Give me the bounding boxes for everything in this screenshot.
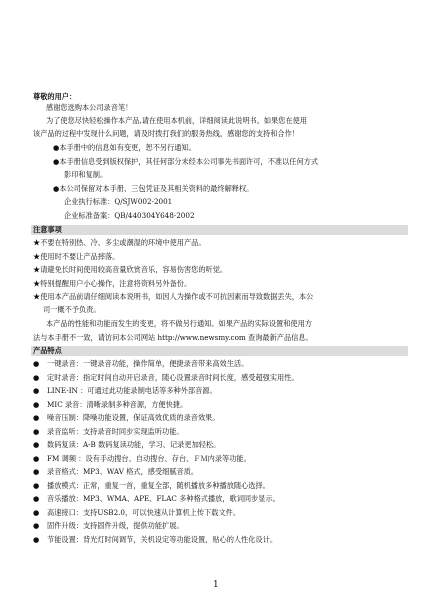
list-item [33, 535, 277, 546]
list-item [33, 508, 240, 519]
bullet-marker: ● [33, 399, 40, 409]
list-item-text: 播放模式：正常，重复一首，重复全部，随机播放多种播放随心选择。 [47, 480, 270, 490]
list-item [33, 454, 251, 465]
intro-paragraph-line-2: 该产品的过程中发现什么问题，请及时拨打我们的服务热线，感谢您的支持和合作！ [33, 129, 299, 138]
bullet-marker: ● [33, 494, 40, 503]
list-item [33, 467, 198, 478]
list-item [33, 252, 119, 263]
closing-paragraph-line-1: 本产品的性能和功能而发生的变更，将不做另行通知。如果产品的实际设置和使用方 [46, 319, 312, 328]
list-item [53, 157, 318, 168]
list-item [53, 184, 253, 195]
list-item-text: 高速接口：支持USB2.0，可以快速从计算机上传下载文件。 [47, 507, 241, 517]
closing-paragraph-line-2: 法与本手册不一致，请访问本公司网站 http://www.newsmy.com 查询最新产品信息。 [33, 333, 313, 342]
list-item [33, 494, 280, 505]
bullet-marker: ● [33, 440, 40, 449]
enterprise-standard: 企业执行标准：Q/SJW002-2001 [64, 197, 173, 206]
bullet-marker: ● [33, 386, 40, 395]
list-item-continuation: 影印和复制。 [64, 170, 108, 179]
list-item [33, 481, 270, 492]
list-item [33, 279, 191, 290]
bullet-marker: ● [53, 157, 60, 166]
star-icon: ★ [33, 265, 41, 274]
list-item [33, 521, 184, 532]
bullet-marker: ● [33, 372, 40, 382]
list-item-continuation: 司一概不予负责。 [43, 305, 101, 314]
star-icon: ★ [33, 279, 41, 288]
bullet-marker: ● [33, 534, 40, 544]
list-item-text: 固件升级：支持固件升级，提供功能扩展。 [47, 521, 184, 530]
section-title-features: 产品特点 [31, 346, 408, 356]
bullet-marker: ● [33, 467, 40, 476]
list-item [33, 440, 220, 451]
list-item-text: MIC 录音：清晰录制多种音源，方便快捷。 [47, 399, 188, 409]
list-item [33, 373, 299, 384]
list-item-text: 录音格式：MP3、WAV 格式，感受细腻音质。 [47, 467, 199, 476]
list-item [33, 427, 184, 438]
list-item-text: 本手册中的信息如有变更，恕不另行通知。 [59, 143, 196, 152]
list-item-text: FM 调频 ：设有手动搜台、自动搜台、存台、ＦＭ内录等功能。 [47, 453, 251, 463]
intro-paragraph-line-1: 为了使您尽快轻松操作本产品,请在使用本机前，详细阅读此说明书。如果您在使用 [46, 116, 308, 125]
list-item-text: 特别提醒用户小心操作，注意将资料另外备份。 [40, 279, 192, 288]
list-item-text: 定时录音：指定时间自动开启录音，随心设置录音时间长度，感受超强实用性。 [47, 372, 299, 382]
list-item [33, 386, 217, 397]
star-icon: ★ [33, 252, 41, 261]
bullet-marker: ● [53, 143, 60, 152]
star-icon: ★ [33, 292, 41, 301]
page-number: 1 [213, 580, 219, 590]
list-item [33, 292, 313, 303]
bullet-marker: ● [33, 480, 40, 490]
list-item-text: 请避免长时间使用较高音量欣赏音乐，容易伤害您的听觉。 [40, 265, 228, 274]
list-item-text: LINE-IN ：可通过此功能录制电话等多种外部音源。 [47, 386, 217, 395]
bullet-marker: ● [33, 521, 40, 530]
standard-record: 企业标准备案：QB/440304Y648-2002 [64, 211, 195, 220]
bullet-marker: ● [33, 453, 40, 463]
list-item-text: 节能设置：背光灯时间调节，关机设定等功能设置，贴心的人性化设计。 [47, 534, 278, 544]
list-item [53, 143, 196, 154]
list-item-text: 一键录音：一键录音功能，操作简单，便捷录音带来高效生活。 [47, 359, 249, 368]
thanks-line: 感谢您选购本公司录音笔！ [46, 103, 133, 112]
star-icon: ★ [33, 238, 41, 247]
bullet-marker: ● [33, 507, 40, 517]
list-item-text: 本手册信息受到版权保护，其任何部分未经本公司事先书面许可，不准以任何方式 [59, 157, 319, 166]
list-item-text: 使用本产品前请仔细阅读本说明书，如因人为操作或不可抗因素而导致数据丢失，本公 [40, 292, 314, 301]
list-item-text: 使用时不要让产品摔落。 [40, 252, 120, 261]
section-title-notes: 注意事项 [31, 225, 408, 235]
bullet-marker: ● [33, 413, 40, 422]
list-item-text: 不要在特别热、冷、多尘或潮湿的环境中使用产品。 [40, 238, 206, 247]
list-item-text: 音乐播放：MP3、WMA、APE、FLAC 多种格式播放，歌词同步显示。 [47, 494, 280, 503]
greeting: 尊敬的用户： [33, 92, 77, 101]
list-item [33, 238, 206, 249]
list-item-text: 录音监听：支持录音时同步实现监听功能。 [47, 426, 184, 436]
list-item [33, 359, 248, 370]
list-item [33, 400, 187, 411]
list-item [33, 265, 227, 276]
list-item [33, 413, 220, 424]
list-item-text: 数码复读：A-B 数码复读功能，学习、记录更加轻松。 [47, 440, 221, 449]
list-item-text: 本公司保留对本手册、三包凭证及其相关资料的最终解释权。 [59, 184, 254, 193]
bullet-marker: ● [33, 426, 40, 436]
list-item-text: 噪音压制：降噪功能设置，保证高效优质的录音效果。 [47, 413, 220, 422]
bullet-marker: ● [53, 184, 60, 193]
bullet-marker: ● [33, 359, 40, 368]
